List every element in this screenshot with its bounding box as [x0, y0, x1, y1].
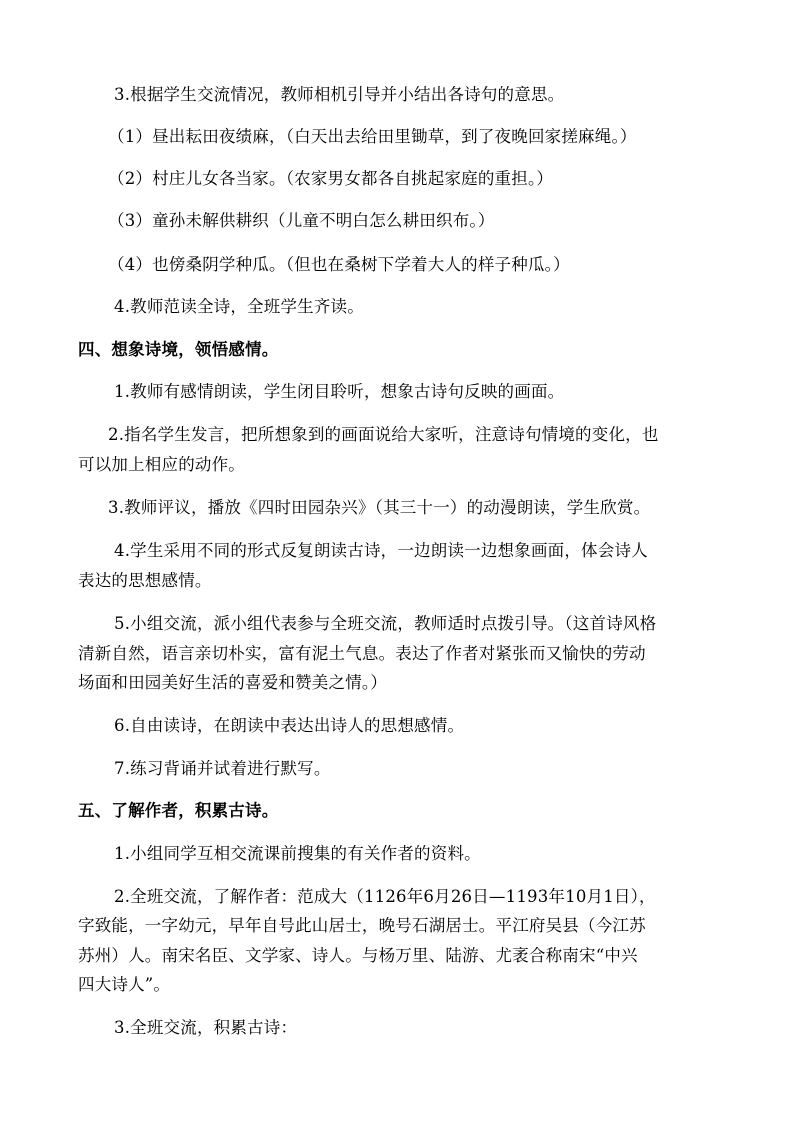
- paragraph-line: 2.指名学生发言，把所想象到的画面说给大家听，注意诗句情境的变化，也: [108, 425, 659, 444]
- paragraph-line: 四大诗人”。: [78, 975, 171, 994]
- paragraph-line: （1）昼出耘田夜绩麻，（白天出去给田里锄草，到了夜晚回家搓麻绳。）: [108, 127, 637, 146]
- paragraph-line: 字致能，一字幼元，早年自号此山居士，晚号石湖居士。平江府吴县（今江苏: [78, 916, 646, 935]
- paragraph-line: 1.教师有感情朗读，学生闭目聆听，想象古诗句反映的画面。: [114, 382, 565, 401]
- paragraph-line: 表达的思想感情。: [78, 571, 212, 590]
- section-heading: 四、想象诗境，领悟感情。: [78, 340, 279, 359]
- paragraph-line: 6.自由读诗，在朗读中表达出诗人的思想感情。: [114, 716, 465, 735]
- paragraph-line: 可以加上相应的动作。: [78, 455, 245, 474]
- paragraph-line: 苏州）人。南宋名臣、文学家、诗人。与杨万里、陆游、尤袤合称南宋“中兴: [78, 946, 638, 965]
- paragraph-line: （3）童孙未解供耕织（儿童不明白怎么耕田织布。）: [108, 211, 495, 230]
- paragraph-line: 3.根据学生交流情况，教师相机引导并小结出各诗句的意思。: [114, 85, 565, 104]
- paragraph-line: 3.教师评议，播放《四时田园杂兴》（其三十一）的动漫朗读，学生欣赏。: [108, 498, 651, 517]
- paragraph-line: 4.教师范读全诗，全班学生齐读。: [114, 297, 364, 316]
- paragraph-line: 2.全班交流，了解作者：范成大（1126年6月26日—1193年10月1日），: [114, 887, 656, 906]
- paragraph-line: （4）也傍桑阴学种瓜。（但也在桑树下学着大人的样子种瓜。）: [108, 255, 570, 274]
- paragraph-line: 3.全班交流，积累古诗：: [114, 1018, 298, 1037]
- paragraph-line: （2）村庄儿女各当家。（农家男女都各自挑起家庭的重担。）: [108, 169, 554, 188]
- paragraph-line: 7.练习背诵并试着进行默写。: [114, 759, 331, 778]
- paragraph-line: 1.小组同学互相交流课前搜集的有关作者的资料。: [114, 844, 481, 863]
- paragraph-line: 场面和田园美好生活的喜爱和赞美之情。）: [78, 673, 388, 692]
- section-heading: 五、了解作者，积累古诗。: [78, 801, 279, 820]
- paragraph-line: 5.小组交流，派小组代表参与全班交流，教师适时点拨引导。（这首诗风格: [114, 614, 657, 633]
- paragraph-line: 4.学生采用不同的形式反复朗读古诗，一边朗读一边想象画面，体会诗人: [114, 541, 648, 560]
- paragraph-line: 清新自然，语言亲切朴实，富有泥土气息。表达了作者对紧张而又愉快的劳动: [78, 644, 646, 663]
